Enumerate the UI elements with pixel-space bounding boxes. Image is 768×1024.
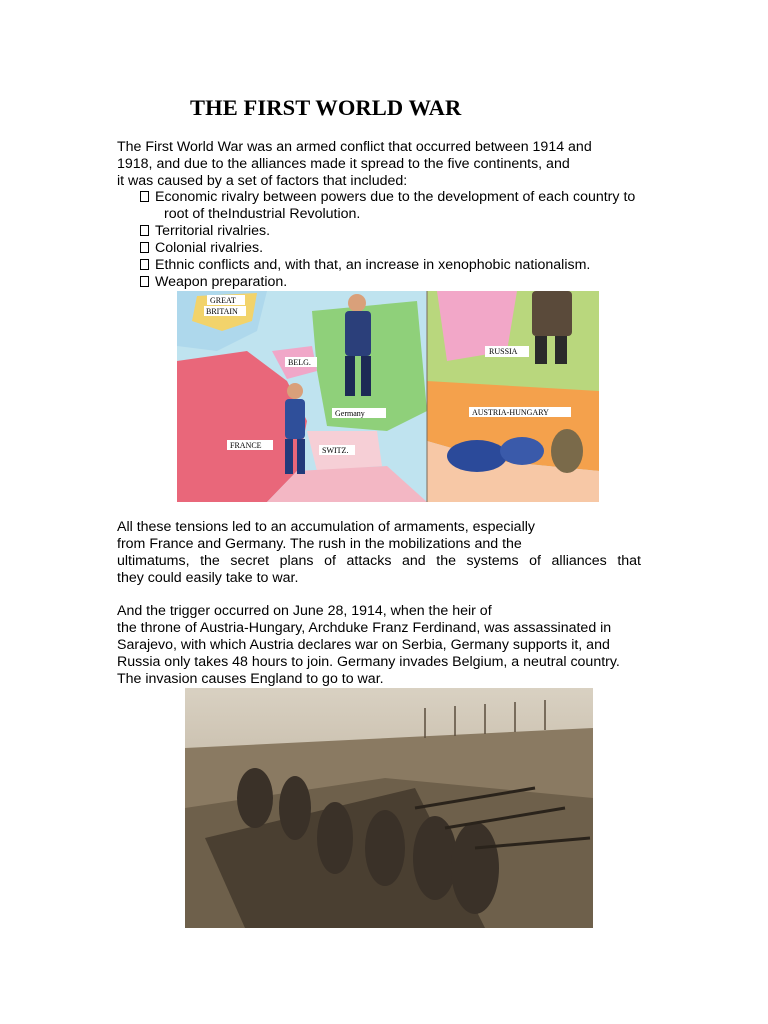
list-item-text: Weapon preparation. xyxy=(155,274,288,290)
paragraph-line: The invasion causes England to go to war. xyxy=(117,671,384,687)
map-label-great: GREAT xyxy=(210,296,236,305)
map-label-russia: RUSSIA xyxy=(489,347,518,356)
list-item-text: Economic rivalry between powers due to the development of each country to xyxy=(155,189,636,205)
map-label-switz: SWITZ. xyxy=(322,446,349,455)
list-item-continuation: root of theIndustrial Revolution. xyxy=(164,206,361,222)
map-label-belg: BELG. xyxy=(288,358,311,367)
bullet-box-icon xyxy=(140,259,149,270)
list-item-text: Territorial rivalries. xyxy=(155,223,271,239)
tensions-paragraph xyxy=(117,519,677,587)
bullet-box-icon xyxy=(140,191,149,202)
map-label-france: FRANCE xyxy=(230,441,262,450)
list-item xyxy=(140,257,635,274)
page-title: THE FIRST WORLD WAR xyxy=(190,95,462,120)
factors-list xyxy=(140,189,635,291)
bullet-box-icon xyxy=(140,276,149,287)
trench-photo-image xyxy=(185,688,593,928)
map-label-austria-hungary: AUSTRIA-HUNGARY xyxy=(472,408,549,417)
intro-paragraph xyxy=(117,139,677,190)
list-item-text: Colonial rivalries. xyxy=(155,240,264,256)
list-item xyxy=(140,240,635,257)
list-item xyxy=(140,189,635,206)
bullet-box-icon xyxy=(140,242,149,253)
paragraph-line: Sarajevo, with which Austria declares war on Serbia, Germany supports it, and xyxy=(117,637,610,653)
map-label-britain: BRITAIN xyxy=(206,307,238,316)
paragraph-line: And the trigger occurred on June 28, 1914, when the heir of xyxy=(117,603,492,619)
intro-line: 1918, and due to the alliances made it spread to the five continents, and xyxy=(117,156,570,172)
paragraph-line: from France and Germany. The rush in the mobilizations and the xyxy=(117,536,522,552)
cartoon-map-image xyxy=(177,291,599,502)
intro-line: it was caused by a set of factors that included: xyxy=(117,173,408,189)
list-item-text: Ethnic conflicts and, with that, an increase in xenophobic nationalism. xyxy=(155,257,591,273)
paragraph-line: Russia only takes 48 hours to join. Germany invades Belgium, a neutral country. xyxy=(117,654,620,670)
bullet-box-icon xyxy=(140,225,149,236)
paragraph-line: ultimatums, the secret plans of attacks and the systems of alliances that xyxy=(117,553,641,569)
intro-line: The First World War was an armed conflict that occurred between 1914 and xyxy=(117,139,592,155)
trigger-paragraph xyxy=(117,603,677,688)
list-item xyxy=(140,274,635,291)
list-item xyxy=(140,223,635,240)
map-label-germany: Germany xyxy=(335,409,365,418)
paragraph-line: All these tensions led to an accumulation of armaments, especially xyxy=(117,519,535,535)
paragraph-line: they could easily take to war. xyxy=(117,570,299,586)
paragraph-line: the throne of Austria-Hungary, Archduke Franz Ferdinand, was assassinated in xyxy=(117,620,612,636)
